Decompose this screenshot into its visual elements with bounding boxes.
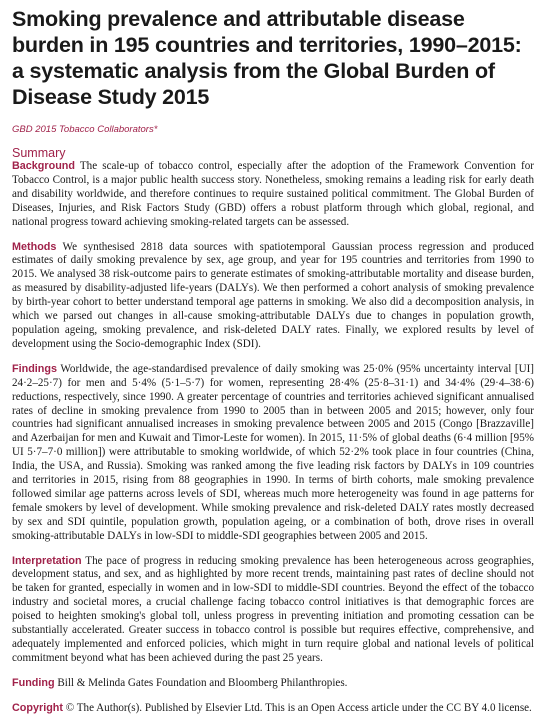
background-text: The scale-up of tobacco control, especially after the adoption of the Framework Convention for Tobacco Control, is a major public health success story. Nonetheless, smoking remains a leading risk for early death and disability worldwide, and therefore continues to require sustained political commitment. The Global Burden of Diseases, Injuries, and Risk Factors Study (GBD) offers a robust platform through which global, regional, and national progress toward achieving smoking-related targets can be assessed. [12, 160, 534, 228]
interpretation-section [12, 555, 534, 666]
copyright-text: © The Author(s). Published by Elsevier Ltd. This is an Open Access article under the CC BY 4.0 license. [65, 701, 532, 714]
copyright-label: Copyright [12, 701, 63, 714]
author-line[interactable]: GBD 2015 Tobacco Collaborators* [12, 124, 158, 135]
methods-text: We synthesised 2818 data sources with spatiotemporal Gaussian process regression and produced estimates of daily smoking prevalence by sex, age group, and year for 195 countries and territories from 1990 to 2015. We analysed 38 risk-outcome pairs to generate estimates of smoking-attributable mortality and disease burden, as measured by disability-adjusted life-years (DALYs). We then performed a cohort analysis of smoking prevalence by birth-year cohort to better understand temporal age patterns in smoking. We also did a decomposition analysis, in which we parsed out changes in all-cause smoking-attributable DALYs due to changes in population growth, population ageing, smoking prevalence, and risk-deleted DALY rates. Finally, we explored results by level of development using the Socio-demographic Index (SDI). [12, 240, 534, 350]
findings-text: Worldwide, the age-standardised prevalence of daily smoking was 25·0% (95% uncertainty interval [UI] 24·2–25·7) for men and 5·4% (5·1–5·7) for women, representing 28·4% (25·8–31·1) and 34·4% (29·4–38·6) reductions, respectively, since 1990. A greater percentage of countries and territories achieved significant annualised rates of decline in smoking prevalence from 1990 to 2005 than in between 2005 and 2015; however, only four countries had significant annualised increases in smoking prevalence between 2005 and 2015 (Congo [Brazzaville] and Azerbaijan for men and Kuwait and Timor-Leste for women). In 2015, 11·5% of global deaths (6·4 million [95% UI 5·7–7·0 million]) were attributable to smoking worldwide, of which 52·2% took place in four countries (China, India, the USA, and Russia). Smoking was ranked among the five leading risk factors by DALYs in 109 countries and territories in 2015, rising from 88 geographies in 1990. In terms of birth cohorts, male smoking prevalence followed similar age patterns across levels of SDI, whereas much more heterogeneity was found in age patterns for female smokers by level of development. While smoking prevalence and risk-deleted DALY rates mostly decreased by sex and SDI quintile, population growth, population ageing, or a combination of both, drove rises in overall smoking-attributable DALYs in low-SDI to middle-SDI geographies between 2005 and 2015. [12, 362, 535, 542]
interpretation-text: The pace of progress in reducing smoking prevalence has been heterogeneous across geographies, development status, and sex, and as highlighted by more recent trends, maintaining past rates of decline should not be taken for granted, especially in women and in low-SDI to middle-SDI countries. Beyond the effect of the tobacco industry and societal mores, a crucial challenge facing tobacco control initiatives is that demographic forces are poised to heighten smoking's global toll, unless progress in preventing initiation and promoting cessation can be substantially accelerated. Greater success in tobacco control is possible but requires effective, comprehensive, and adequately implemented and enforced policies, which might in turn require global and national levels of political commitment beyond what has been achieved during the past 25 years. [12, 554, 534, 664]
methods-section [12, 241, 534, 352]
paper-abstract-page [12, 6, 534, 716]
paper-title: Smoking prevalence and attributable disease burden in 195 countries and territories, 1990–2015: a systematic analysis from the Global Burden of Disease Study 2015 [12, 7, 522, 109]
interpretation-label: Interpretation [12, 554, 82, 567]
background-section [12, 160, 534, 230]
summary-heading: Summary [12, 146, 66, 160]
copyright-section [12, 702, 534, 716]
funding-section [12, 677, 534, 691]
funding-label: Funding [12, 676, 55, 689]
methods-label: Methods [12, 240, 57, 253]
findings-label: Findings [12, 362, 57, 375]
background-label: Background [12, 160, 75, 172]
funding-text: Bill & Melinda Gates Foundation and Bloomberg Philanthropies. [57, 676, 348, 689]
findings-section [12, 363, 534, 544]
